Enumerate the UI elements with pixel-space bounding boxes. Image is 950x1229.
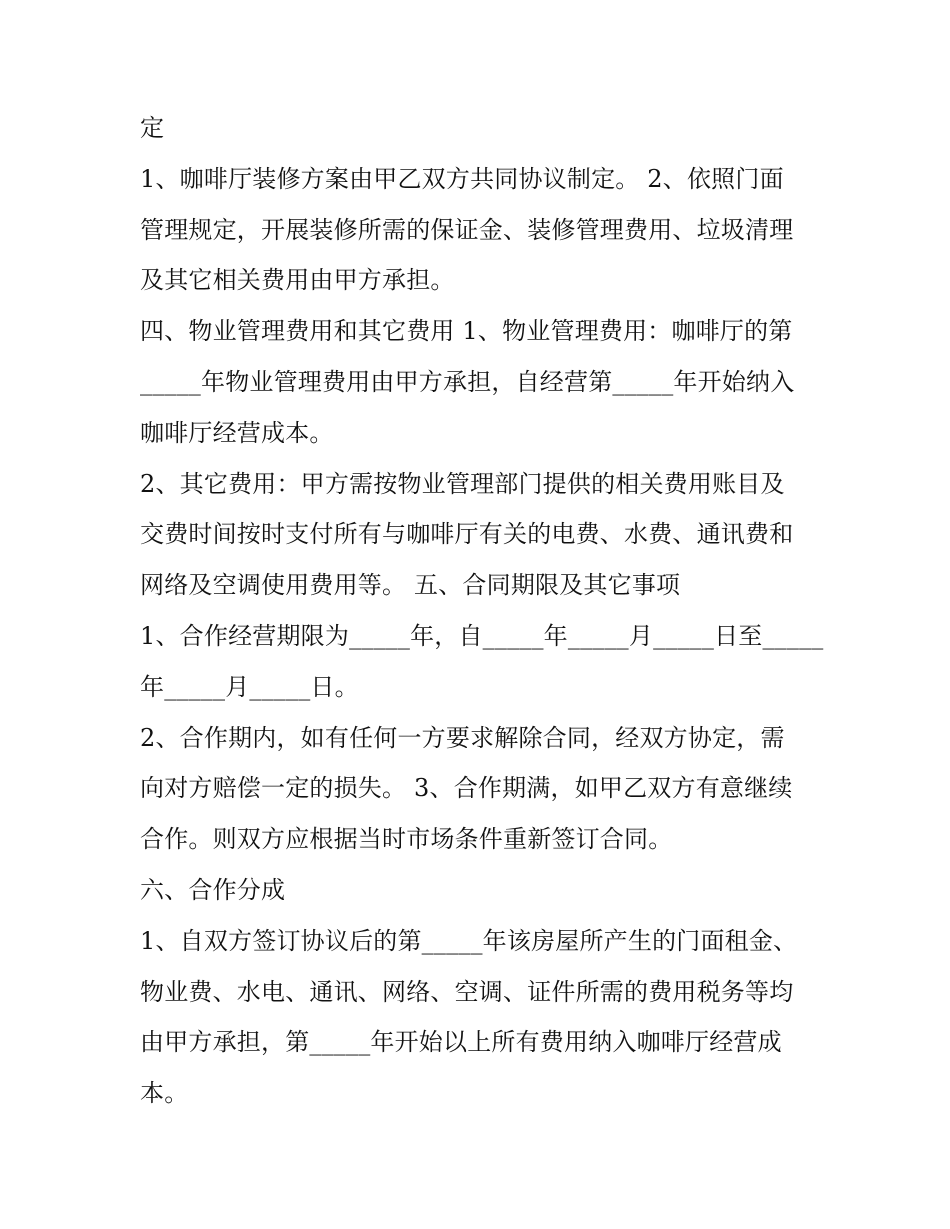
text-line: 交费时间按时支付所有与咖啡厅有关的电费、水费、通讯费和: [140, 520, 794, 549]
text-line: _____年物业管理费用由甲方承担，自经营第_____年开始纳入: [140, 367, 795, 396]
contract-text-block: [140, 103, 824, 1119]
text-line: 物业费、水电、通讯、网络、空调、证件所需的费用税务等均: [140, 977, 794, 1006]
text-line: 管理规定，开展装修所需的保证金、装修管理费用、垃圾清理: [140, 215, 794, 244]
text-line: 本。: [140, 1079, 189, 1108]
section-heading: 六、合作分成: [140, 875, 286, 904]
text-line: 定: [140, 114, 165, 142]
section-heading-line: 网络及空调使用费用等。 五、合同期限及其它事项: [140, 571, 681, 600]
text-line: 1、咖啡厅装修方案由甲乙双方共同协议制定。 2、依照门面: [140, 164, 784, 193]
text-line: 1、合作经营期限为_____年，自_____年_____月_____日至_____: [140, 621, 824, 650]
text-line: 2、其它费用：甲方需按物业管理部门提供的相关费用账目及: [140, 469, 785, 498]
text-line: 1、自双方签订协议后的第_____年该房屋所产生的门面租金、: [140, 926, 798, 955]
text-line: 年_____月_____日。: [140, 672, 359, 701]
text-line: 咖啡厅经营成本。: [140, 418, 334, 447]
section-heading-line: 四、物业管理费用和其它费用 1、物业管理费用：咖啡厅的第: [140, 317, 793, 346]
text-line: 由甲方承担，第_____年开始以上所有费用纳入咖啡厅经营成: [140, 1028, 782, 1057]
text-line: 及其它相关费用由甲方承担。: [140, 266, 455, 295]
text-line: 合作。则双方应根据当时市场条件重新签订合同。: [140, 825, 673, 854]
text-line: 2、合作期内，如有任何一方要求解除合同，经双方协定，需: [140, 723, 785, 752]
text-line: 向对方赔偿一定的损失。 3、合作期满，如甲乙双方有意继续: [140, 774, 793, 803]
